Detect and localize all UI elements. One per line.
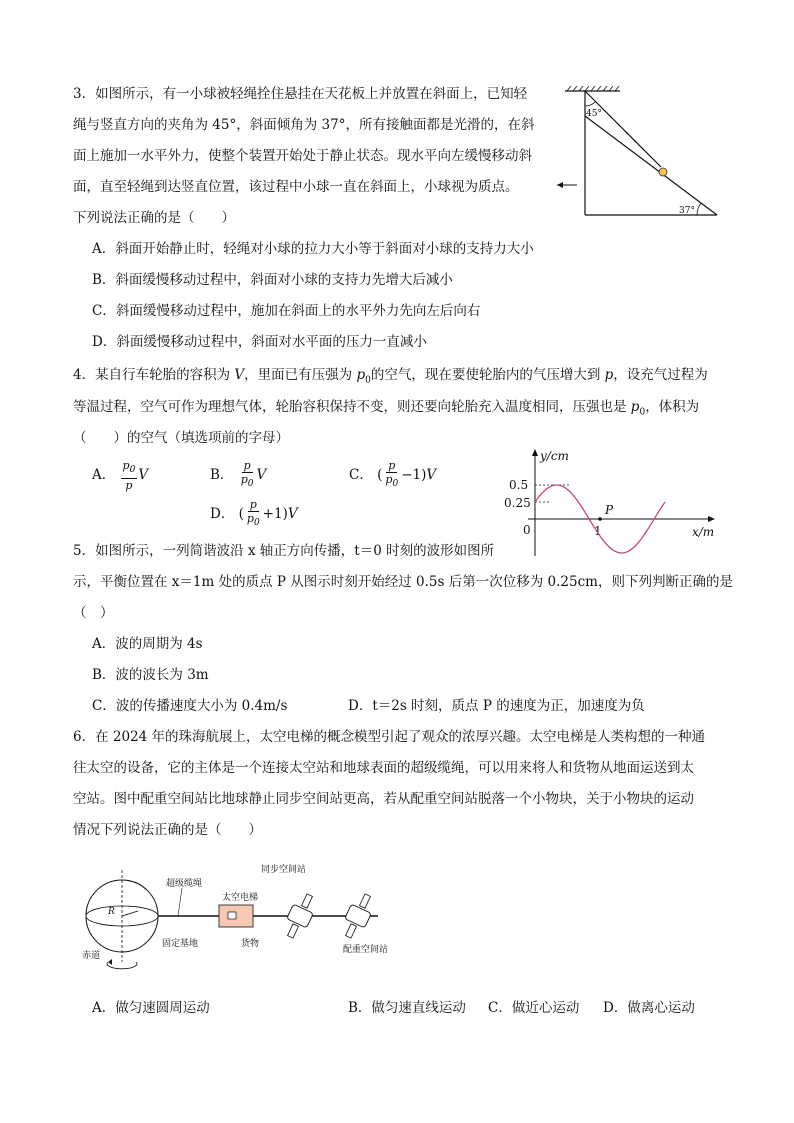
elevator-label: 太空电梯	[222, 893, 259, 903]
q3-line-2: 绳与竖直方向的夹角为 45°，斜面倾角为 37°，所有接触面都是光滑的，在斜	[73, 117, 535, 133]
sync-station-label: 同步空间站	[261, 865, 307, 875]
x-axis-label: x/m	[692, 525, 715, 539]
q4-text: ，里面已有压强为	[244, 367, 357, 383]
q6-option-c: C．做近心运动	[488, 1000, 580, 1016]
x-tick-label: 1	[594, 524, 602, 538]
q6-line-2: 往太空的设备，它的主体是一个连接太空站和地球表面的超级缆绳，可以用来将人和货物从地面运送到太	[73, 760, 694, 776]
cable-label: 超级缆绳	[166, 879, 203, 889]
q3-line-5: 下列说法正确的是（ ）	[73, 210, 235, 226]
q4-option-a: A． $\frac{p_0}{p}$ V	[92, 459, 149, 492]
incline-figure	[555, 86, 725, 222]
fraction: $\frac{p}{p_0}$	[246, 498, 260, 529]
radius-label: R	[108, 907, 115, 917]
fraction: $\frac{p}{p_0}$	[240, 459, 254, 490]
rotation-arrow-icon	[108, 959, 112, 965]
y-tick-label: 0.25	[504, 496, 531, 510]
q6-option-d: D．做离心运动	[603, 1000, 695, 1016]
q3-option-a: A．斜面开始静止时，轻绳对小球的拉力大小等于斜面对小球的支持力大小	[92, 241, 534, 257]
q4-option-d: D． ( $\frac{p}{p_0}$ +1)V	[210, 498, 298, 529]
q6-line-4: 情况下列说法正确的是（ ）	[73, 822, 262, 838]
symbol-v: V	[234, 367, 245, 383]
q6-line-1: 6．在 2024 年的珠海航展上，太空电梯的概念模型引起了观众的浓厚兴趣。太空电梯是人类构想的一种通	[73, 729, 706, 745]
q4-line-3: （ ）的空气（填选项前的字母）	[73, 430, 289, 446]
subscript: 0	[639, 407, 646, 418]
q3-option-d: D．斜面缓慢移动过程中，斜面对水平面的压力一直减小	[92, 334, 427, 350]
q3-line-1: 3．如图所示，有一小球被轻绳拴住悬挂在天花板上并放置在斜面上，已知轻	[73, 86, 528, 102]
symbol-p0: p	[356, 367, 366, 383]
q5-option-a: A．波的周期为 4s	[92, 636, 203, 652]
cargo-label: 货物	[241, 939, 260, 949]
q3-line-4: 面，直至轻绳到达竖直位置，该过程中小球一直在斜面上，小球视为质点。	[73, 179, 519, 195]
option-label: C．	[349, 467, 373, 483]
q5-option-c: C．波的传播速度大小为 0.4m/s	[92, 698, 288, 714]
base-label: 固定基地	[162, 939, 199, 949]
option-label: B．	[210, 467, 234, 483]
q4-text: 的空气，现在要使轮胎内的气压增大到	[370, 367, 605, 383]
equator-label: 赤道	[82, 951, 101, 961]
y-tick-label: 0.5	[509, 478, 529, 492]
point-p-label: P	[605, 503, 614, 517]
symbol-p0: p	[630, 399, 640, 415]
y-axis-label: y/cm	[540, 449, 569, 463]
counterweight-label: 配重空间站	[343, 945, 389, 955]
q5-line-2: 示，平衡位置在 x＝1m 处的质点 P 从图示时刻开始经过 0.5s 后第一次位移为 0.25cm，则下列判断正确的是	[73, 574, 733, 590]
q4-text: 4．某自行车轮胎的容积为	[73, 367, 235, 383]
q5-line-3: （ ）	[73, 605, 114, 621]
q3-option-b: B．斜面缓慢移动过程中，斜面对小球的支持力先增大后减小	[92, 272, 453, 288]
arrow-left-icon	[557, 182, 563, 188]
q4-line-1	[73, 365, 708, 391]
q4-text: ，体积为	[645, 399, 700, 415]
point-p	[598, 517, 602, 521]
subscript: 0	[365, 375, 371, 386]
q6-line-3: 空站。图中配重空间站比地球静止同步空间站更高，若从配重空间站脱落一个小物块，关于小物块的运动	[73, 791, 694, 807]
rope-angle-label: 45°	[586, 109, 602, 119]
q6-option-b: B．做匀速直线运动	[348, 1000, 466, 1016]
q5-option-b: B．波的波长为 3m	[92, 667, 209, 683]
fraction: $\frac{p_0}{p}$	[122, 459, 136, 492]
symbol-p: p	[604, 367, 614, 383]
cargo-box	[228, 912, 236, 919]
q3-line-3: 面上施加一水平外力，使整个装置开始处于静止状态。现水平向左缓慢移动斜	[73, 148, 532, 164]
wave-chart	[500, 446, 722, 564]
q4-text: 等温过程，空气可作为理想气体，轮胎容积保持不变，则还要向轮胎充入温度相同，压强也是	[73, 399, 631, 415]
q3-option-c: C．斜面缓慢移动过程中，施加在斜面上的水平外力先向左后向右	[92, 303, 481, 319]
fraction: $\frac{p}{p_0}$	[385, 459, 399, 490]
incline-angle-label: 37°	[679, 206, 695, 216]
q4-text: ，设充气过程为	[613, 367, 708, 383]
q5-line-1: 5．如图所示，一列简谐波沿 x 轴正方向传播，t＝0 时刻的波形如图所	[73, 543, 495, 559]
x-tick-label: 0	[523, 523, 531, 537]
q5-option-d: D．t＝2s 时刻，质点 P 的速度为正，加速度为负	[348, 698, 645, 714]
q6-option-a: A．做匀速圆周运动	[92, 1000, 210, 1016]
q4-option-b: B． $\frac{p}{p_0}$ V	[210, 459, 267, 490]
option-label: D．	[210, 506, 235, 522]
option-label: A．	[92, 467, 116, 483]
q4-line-2	[73, 397, 699, 423]
space-elevator-figure	[78, 856, 408, 976]
q4-option-c: C． ( $\frac{p}{p_0}$ −1)V	[349, 459, 437, 490]
